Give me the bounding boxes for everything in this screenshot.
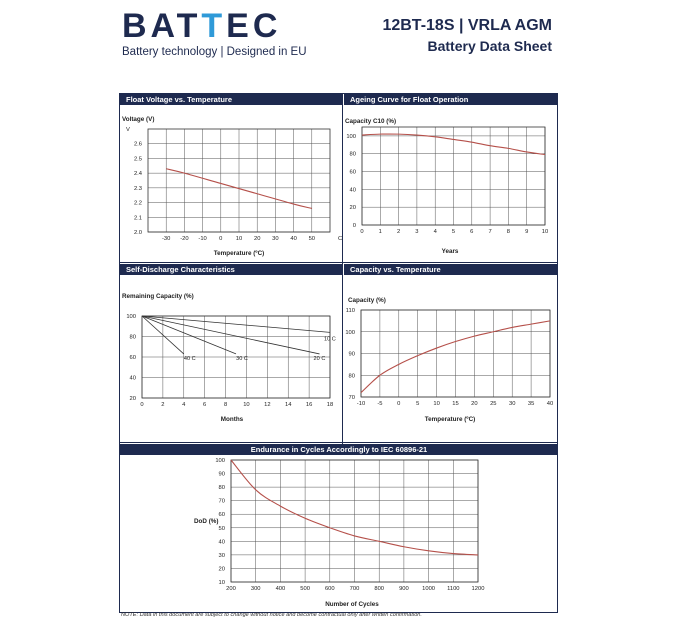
y-tick-label: 20 [129, 396, 136, 402]
x-tick-label: 15 [452, 401, 459, 407]
x-tick-label: 25 [490, 401, 497, 407]
document-title: 12BT-18S | VRLA AGM [382, 17, 552, 34]
panel-header-endurance: Endurance in Cycles Accordingly to IEC 60896-21 [120, 444, 558, 455]
x-tick-label: 30 [508, 401, 516, 407]
y-tick-label: 60 [129, 355, 136, 361]
y-tick-label: 70 [348, 395, 355, 401]
y-axis-title: Capacity C10 (%) [345, 118, 397, 125]
y-tick-label: 50 [218, 525, 225, 532]
x-tick-label: 1200 [471, 586, 485, 592]
y-axis-title: Capacity (%) [348, 297, 386, 304]
series-label: 20 C [313, 355, 326, 362]
x-tick-label: 10 [541, 229, 549, 235]
y-tick-label: 100 [215, 458, 225, 464]
brand-wordmark: BATTEC [122, 7, 282, 45]
x-tick-label: -5 [377, 401, 383, 407]
y-tick-label: 80 [218, 485, 225, 492]
y-tick-label: 70 [218, 498, 225, 505]
y-tick-label: 0 [352, 223, 356, 229]
x-tick-label: 0 [360, 229, 364, 235]
x-tick-label: 200 [226, 586, 236, 592]
x-tick-label: 35 [527, 401, 535, 407]
y-tick-label: 40 [218, 539, 225, 546]
x-tick-label: 5 [416, 401, 420, 407]
y-tick-label: 40 [349, 187, 356, 194]
x-tick-label: 6 [470, 229, 474, 235]
x-tick-label: 30 [272, 236, 279, 242]
panel-header-ageing: Ageing Curve for Float Operation [344, 94, 558, 105]
y-tick-label: 90 [348, 351, 355, 358]
y-tick-label: 20 [349, 205, 356, 212]
x-tick-label: 1100 [447, 586, 460, 592]
brand-tagline: Battery technology | Designed in EU [122, 46, 307, 58]
y-tick-label: 80 [349, 151, 356, 158]
y-tick-label: 2.0 [133, 230, 142, 236]
x-tick-label: 3 [415, 229, 419, 235]
x-tick-label: 900 [399, 586, 409, 592]
y-tick-label: 80 [348, 373, 355, 380]
x-tick-label: 0 [397, 401, 401, 407]
x-unit-label: C [338, 236, 343, 242]
y-tick-label: 2.6 [133, 141, 142, 148]
series-label: 40 C [183, 355, 196, 362]
x-tick-label: 4 [433, 229, 437, 235]
x-tick-label: 2 [161, 402, 165, 408]
panel-header-capacity-temperature: Capacity vs. Temperature [344, 264, 558, 275]
x-tick-label: 20 [471, 401, 478, 407]
x-tick-label: -10 [198, 236, 207, 242]
y-tick-label: 90 [218, 471, 225, 478]
y-tick-label: 30 [218, 552, 225, 559]
y-tick-label: 80 [129, 334, 136, 341]
x-tick-label: 18 [326, 402, 334, 408]
y-tick-label: 2.5 [133, 156, 142, 163]
x-tick-label: 40 [290, 236, 297, 242]
x-tick-label: -10 [356, 401, 366, 407]
x-axis-title: Months [220, 416, 244, 423]
x-axis-title: Years [441, 248, 459, 255]
x-tick-label: 8 [506, 229, 511, 235]
panel-header-self-discharge: Self-Discharge Characteristics [120, 264, 342, 275]
x-tick-label: 8 [223, 402, 228, 408]
x-tick-label: 2 [396, 229, 401, 235]
y-tick-label: 10 [218, 580, 225, 586]
x-axis-title: Temperature (ºC) [213, 250, 265, 257]
document-subtitle: Battery Data Sheet [427, 38, 552, 54]
x-tick-label: -20 [180, 236, 189, 242]
y-tick-label: 2.3 [133, 185, 142, 192]
y-axis-title: DoD (%) [194, 518, 219, 525]
x-tick-label: 800 [374, 586, 385, 592]
y-tick-label: 100 [346, 133, 356, 140]
x-tick-label: 16 [305, 402, 313, 408]
x-tick-label: 9 [525, 229, 529, 235]
y-axis-title: Voltage (V) [122, 116, 155, 123]
x-tick-label: 400 [275, 586, 286, 592]
x-tick-label: 700 [349, 586, 360, 592]
panel-header-float-voltage: Float Voltage vs. Temperature [120, 94, 342, 105]
y-tick-label: 110 [345, 308, 355, 314]
y-tick-label: 60 [218, 512, 225, 519]
y-axis-title: Remaining Capacity (%) [122, 293, 194, 300]
footnote: NOTE: Data in this document are subject to change without notice and become contractual only after written confirmation. [121, 612, 422, 618]
x-axis-title: Number of Cycles [325, 601, 379, 608]
x-tick-label: -30 [162, 236, 171, 242]
x-tick-label: 12 [264, 402, 271, 408]
y-tick-label: 2.2 [133, 200, 142, 207]
x-tick-label: 600 [324, 586, 335, 592]
x-tick-label: 20 [253, 236, 261, 242]
x-tick-label: 10 [433, 401, 440, 407]
x-tick-label: 300 [250, 586, 261, 592]
x-tick-label: 6 [203, 402, 207, 408]
x-tick-label: 1 [378, 229, 382, 235]
x-tick-label: 40 [546, 401, 554, 407]
y-tick-label: 60 [349, 169, 356, 176]
y-tick-label: 2.4 [133, 171, 142, 178]
x-tick-label: 500 [300, 586, 310, 592]
x-tick-label: 10 [243, 402, 250, 408]
x-tick-label: 50 [308, 236, 316, 242]
y-tick-label: 40 [129, 375, 136, 382]
y-tick-label: 100 [126, 314, 136, 320]
y-unit-label: V [126, 127, 130, 133]
x-axis-title: Temperature (ºC) [424, 416, 476, 423]
series-label: 10 C [324, 336, 336, 343]
x-tick-label: 5 [451, 229, 456, 235]
y-tick-label: 20 [218, 566, 225, 573]
x-tick-label: 14 [284, 402, 292, 408]
series-label: 30 C [236, 355, 248, 362]
x-tick-label: 1000 [422, 586, 436, 592]
x-tick-label: 4 [182, 402, 186, 408]
y-tick-label: 2.1 [133, 215, 142, 222]
x-tick-label: 7 [488, 229, 492, 235]
x-tick-label: 10 [235, 236, 243, 242]
x-tick-label: 0 [219, 236, 223, 242]
y-tick-label: 100 [345, 329, 355, 336]
x-tick-label: 0 [140, 402, 144, 408]
